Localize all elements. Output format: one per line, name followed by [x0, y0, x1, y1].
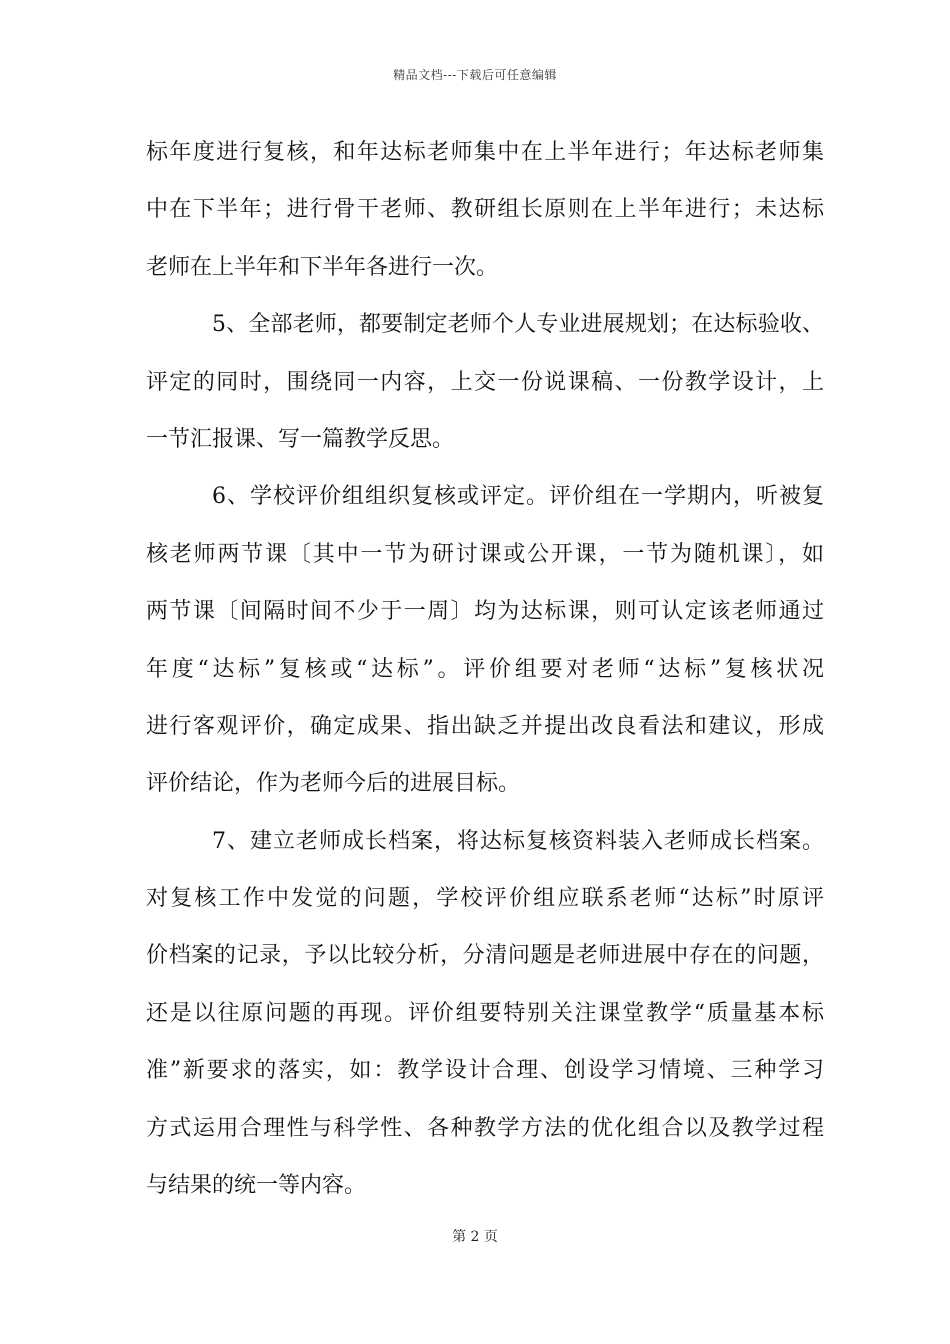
- text-line: 5、全部老师，都要制定老师个人专业进展规划；在达标验收、: [212, 312, 824, 338]
- text-line: 与结果的统一等内容。: [146, 1173, 367, 1199]
- text-line: 7、建立老师成长档案，将达标复核资料装入老师成长档案。: [212, 828, 824, 854]
- text-line: 准”新要求的落实，如：教学设计合理、创设学习情境、三种学习: [146, 1058, 824, 1084]
- text-line: 评定的同时，围绕同一内容，上交一份说课稿、一份教学设计，上: [146, 369, 824, 395]
- text-line: 一节汇报课、写一篇教学反思。: [146, 426, 455, 452]
- text-line: 两节课〔间隔时间不少于一周〕均为达标课，则可认定该老师通过: [146, 599, 824, 625]
- text-line: 中在下半年；进行骨干老师、教研组长原则在上半年进行；未达标: [146, 197, 824, 223]
- text-line: 方式运用合理性与科学性、各种教学方法的优化组合以及教学过程: [146, 1115, 824, 1141]
- text-line: 价档案的记录，予以比较分析，分清问题是老师进展中存在的问题，: [146, 943, 824, 969]
- text-line: 进行客观评价，确定成果、指出缺乏并提出改良看法和建议，形成: [146, 713, 824, 739]
- text-line: 评价结论，作为老师今后的进展目标。: [146, 771, 521, 797]
- document-header: 精品文档---下载后可任意编辑: [393, 68, 557, 82]
- page-number: 第 2 页: [452, 1229, 498, 1245]
- document-body: [146, 130, 824, 1220]
- text-line: 核老师两节课〔其中一节为研讨课或公开课，一节为随机课〕，如: [146, 541, 824, 567]
- text-line: 年度“达标”复核或“达标”。评价组要对老师“达标”复核状况: [146, 656, 824, 682]
- text-line: 6、学校评价组组织复核或评定。评价组在一学期内，听被复: [212, 484, 824, 510]
- text-line: 老师在上半年和下半年各进行一次。: [146, 254, 499, 280]
- text-line: 对复核工作中发觉的问题，学校评价组应联系老师“达标”时原评: [146, 886, 824, 912]
- text-line: 标年度进行复核，和年达标老师集中在上半年进行；年达标老师集: [146, 140, 824, 165]
- text-line: 还是以往原问题的再现。评价组要特别关注课堂教学“质量基本标: [146, 1000, 824, 1026]
